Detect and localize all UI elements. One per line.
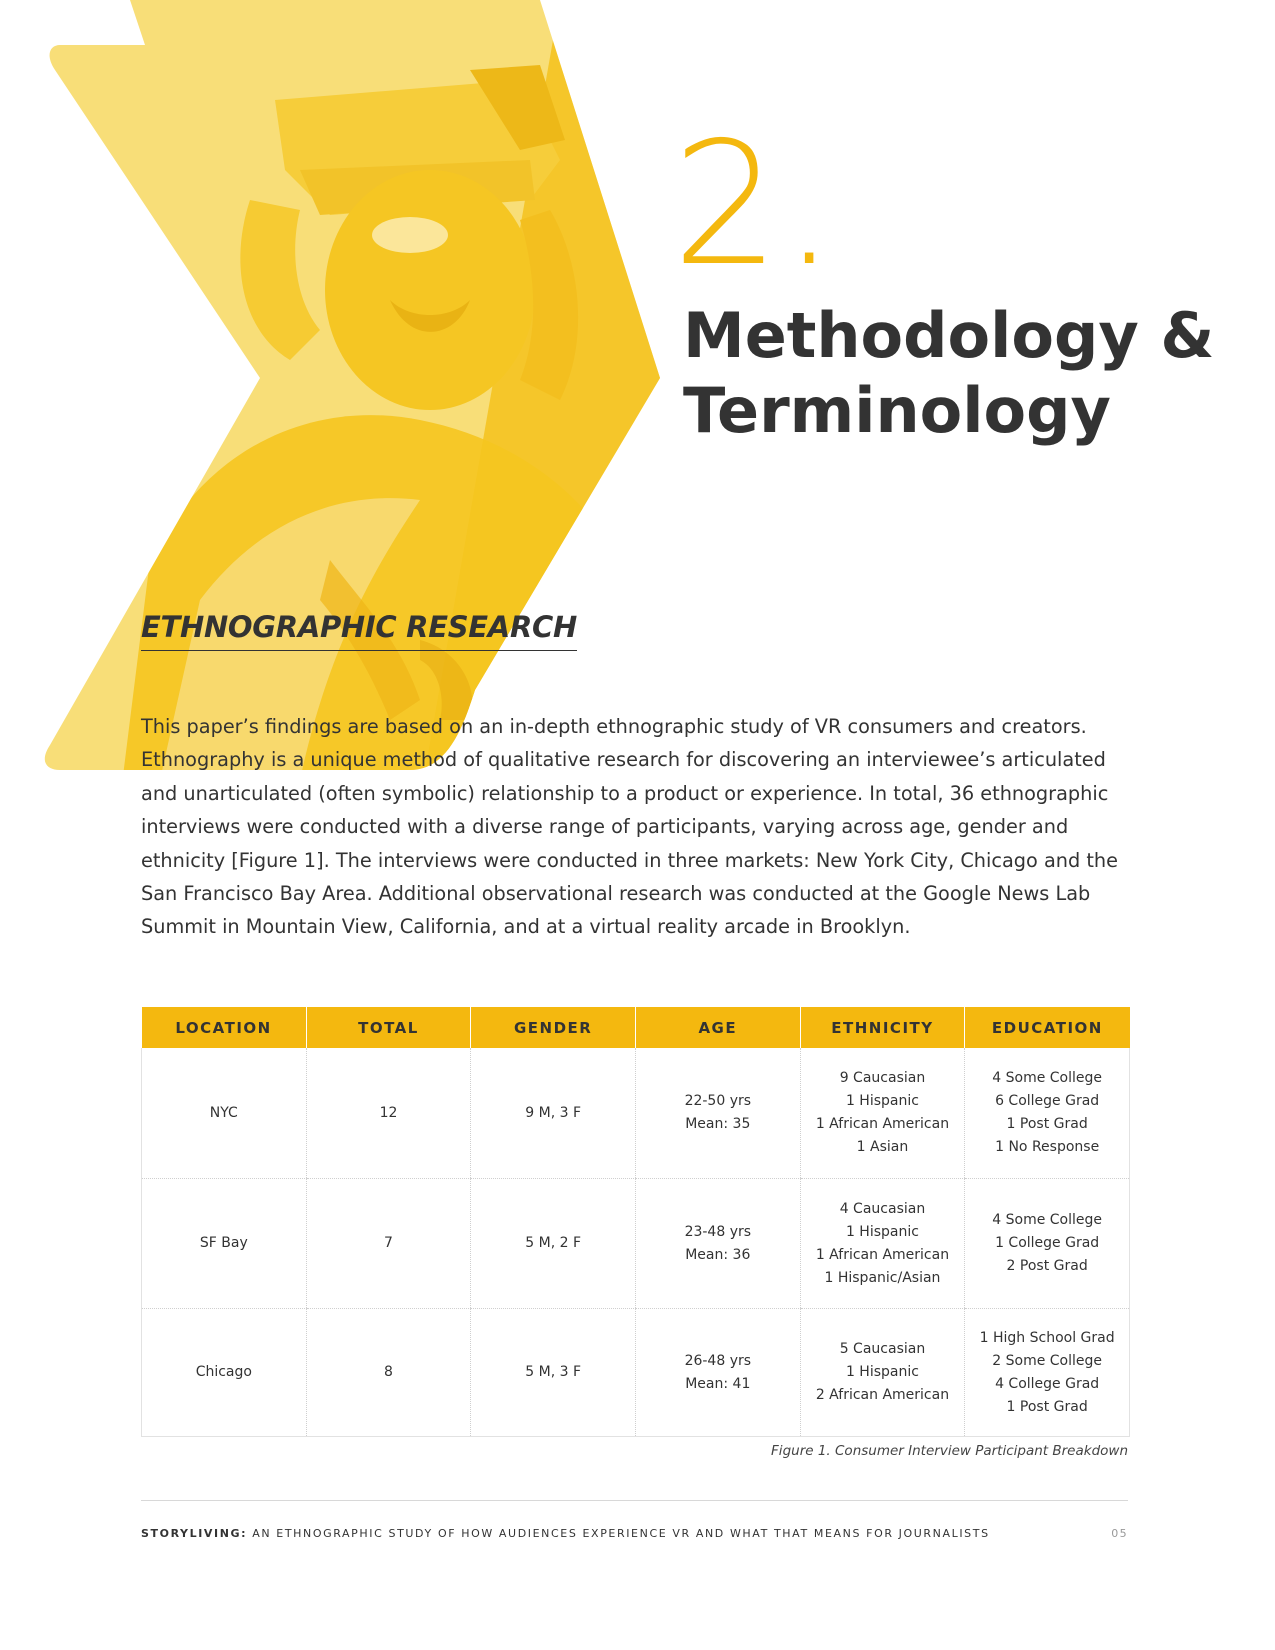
- ethnicity-item: 1 Hispanic: [845, 1093, 919, 1109]
- participant-breakdown-table: [141, 1007, 1130, 1437]
- cell-total: 12: [306, 1048, 471, 1179]
- ethnicity-item: 2 African American: [815, 1387, 950, 1403]
- ethnicity-item: 1 Hispanic: [845, 1364, 919, 1380]
- cell-gender: 9 M, 3 F: [471, 1048, 636, 1179]
- footer-divider: [141, 1500, 1128, 1501]
- ethnicity-item: 1 Hispanic: [845, 1223, 919, 1240]
- header-education: EDUCATION: [965, 1007, 1130, 1048]
- cell-gender: 5 M, 3 F: [471, 1309, 636, 1437]
- figure-caption: Figure 1. Consumer Interview Participant Breakdown: [771, 1443, 1128, 1459]
- education-item: 2 Post Grad: [1006, 1258, 1088, 1274]
- cell-age: [635, 1048, 800, 1179]
- chapter-number: 2.: [672, 106, 839, 304]
- ethnicity-item: 5 Caucasian: [839, 1341, 926, 1357]
- age-range: 26-48 yrs: [684, 1352, 752, 1369]
- ethnicity-item: 1 African American: [815, 1246, 950, 1263]
- age-range: 23-48 yrs: [684, 1223, 752, 1240]
- education-item: 4 Some College: [992, 1070, 1103, 1086]
- cell-gender: 5 M, 2 F: [471, 1179, 636, 1309]
- footer-brand: STORYLIVING:: [141, 1527, 248, 1540]
- header-total: TOTAL: [306, 1007, 471, 1048]
- cell-age: [635, 1309, 800, 1437]
- education-item: 1 Post Grad: [1006, 1398, 1088, 1415]
- ethnicity-item: 1 Asian: [856, 1139, 909, 1155]
- footer-running-title: [141, 1527, 990, 1540]
- cell-age: [635, 1179, 800, 1309]
- cell-total: 7: [306, 1179, 471, 1309]
- age-mean: Mean: 41: [685, 1375, 751, 1392]
- header-location: LOCATION: [142, 1007, 307, 1048]
- ethnicity-item: 1 African American: [815, 1116, 950, 1132]
- header-ethnicity: ETHNICITY: [800, 1007, 965, 1048]
- header-age: AGE: [635, 1007, 800, 1048]
- education-item: 1 College Grad: [995, 1235, 1100, 1251]
- education-item: 1 No Response: [995, 1139, 1100, 1155]
- table-row: [142, 1048, 1130, 1179]
- age-range: 22-50 yrs: [684, 1093, 752, 1109]
- age-mean: Mean: 36: [685, 1246, 751, 1263]
- page-number: 05: [1111, 1527, 1128, 1540]
- ethnicity-item: 4 Caucasian: [839, 1200, 926, 1217]
- education-item: 1 Post Grad: [1006, 1116, 1088, 1132]
- cell-ethnicity: [800, 1309, 965, 1437]
- cell-ethnicity: [800, 1048, 965, 1179]
- cell-location: NYC: [142, 1048, 307, 1179]
- education-item: 4 College Grad: [995, 1375, 1100, 1392]
- age-mean: Mean: 35: [685, 1116, 751, 1132]
- cell-location: Chicago: [142, 1309, 307, 1437]
- table-header-row: [142, 1007, 1130, 1048]
- cell-location: SF Bay: [142, 1179, 307, 1309]
- table-row: [142, 1309, 1130, 1437]
- table-row: [142, 1179, 1130, 1309]
- cell-ethnicity: [800, 1179, 965, 1309]
- ethnicity-item: 1 Hispanic/Asian: [824, 1269, 941, 1286]
- education-item: 4 Some College: [992, 1212, 1103, 1228]
- ethnicity-item: 9 Caucasian: [839, 1070, 926, 1086]
- chapter-title-line2: Terminology: [683, 374, 1111, 447]
- education-item: 2 Some College: [992, 1352, 1103, 1369]
- education-item: 6 College Grad: [995, 1093, 1100, 1109]
- chapter-title: [683, 298, 1243, 448]
- cell-education: [965, 1048, 1130, 1179]
- cell-total: 8: [306, 1309, 471, 1437]
- cell-education: [965, 1309, 1130, 1437]
- section-heading: ETHNOGRAPHIC RESEARCH: [141, 610, 577, 651]
- header-gender: GENDER: [471, 1007, 636, 1048]
- chapter-title-line1: Methodology &: [683, 299, 1215, 372]
- cell-education: [965, 1179, 1130, 1309]
- education-item: 1 High School Grad: [979, 1329, 1115, 1346]
- body-paragraph: This paper’s findings are based on an in-depth ethnographic study of VR consumers and creators. Ethnography is a unique method of qualitative research for discovering an interviewee’s articulated and unarticulated (often symbolic) relationship to a product or experience. In total, 36 ethnographic interviews were conducted with a diverse range of participants, varying across age, gender and ethnicity [Figure 1]. The interviews were conducted in three markets: New York City, Chicago and the San Francisco Bay Area. Additional observational research was conducted at the Google News Lab Summit in Mountain View, California, and at a virtual reality arcade in Brooklyn.: [141, 715, 1119, 939]
- footer-subtitle: AN ETHNOGRAPHIC STUDY OF HOW AUDIENCES EXPERIENCE VR AND WHAT THAT MEANS FOR JOURNALISTS: [247, 1527, 990, 1540]
- vr-headset-photo-chevron: [0, 0, 700, 800]
